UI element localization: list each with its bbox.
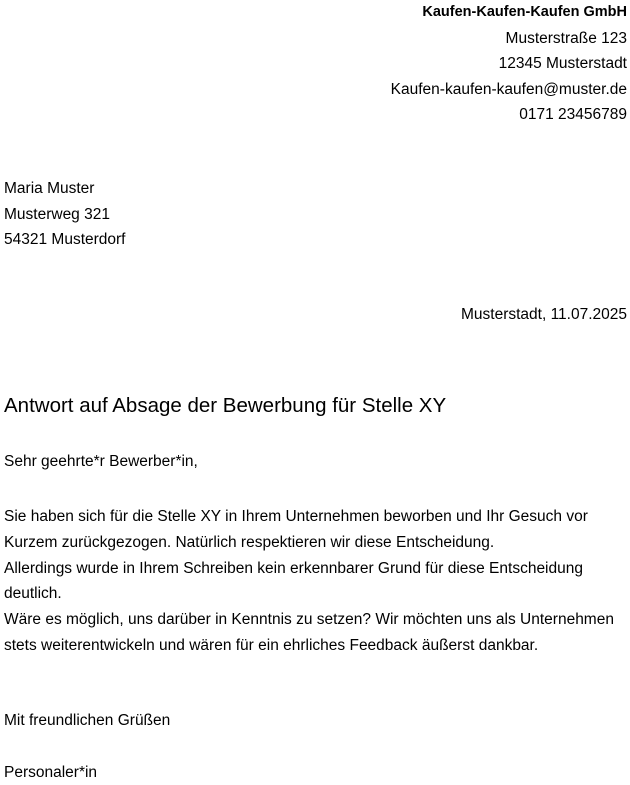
- sender-street: Musterstraße 123: [505, 29, 627, 47]
- recipient-street: Musterweg 321: [4, 205, 110, 223]
- body-paragraph-3: Wäre es möglich, uns darüber in Kenntnis zu setzen? Wir möchten uns als Unternehmen stets weiterentwickeln und wären für ein ehrliches Feedback äußerst dankbar.: [4, 611, 614, 654]
- letter-body: [4, 504, 628, 659]
- sender-email: Kaufen-kaufen-kaufen@muster.de: [390, 80, 627, 98]
- body-paragraph-2: Allerdings wurde in Ihrem Schreiben kein erkennbarer Grund für diese Entscheidung deutlich.: [4, 559, 583, 603]
- recipient-name: Maria Muster: [4, 180, 95, 197]
- salutation: Sehr geehrte*r Bewerber*in,: [4, 453, 198, 470]
- closing-line: Mit freundlichen Grüßen: [4, 712, 171, 729]
- letter-subject: Antwort auf Absage der Bewerbung für Stelle XY: [4, 394, 447, 417]
- sender-address-block: [391, 0, 627, 128]
- recipient-address-block: [4, 176, 126, 253]
- signature: Personaler*in: [4, 764, 98, 781]
- recipient-city: 54321 Musterdorf: [4, 231, 126, 248]
- date-line: Musterstadt, 11.07.2025: [460, 306, 627, 323]
- body-paragraph-1: Sie haben sich für die Stelle XY in Ihrem Unternehmen beworben und Ihr Gesuch vor Kurzem zurückgezogen. Natürlich respektieren wir diese Entscheidung.: [4, 508, 588, 551]
- sender-company-name: Kaufen-Kaufen-Kaufen GmbH: [422, 4, 627, 20]
- sender-city: 12345 Musterstadt: [498, 55, 627, 72]
- sender-phone: 0171 23456789: [519, 106, 627, 123]
